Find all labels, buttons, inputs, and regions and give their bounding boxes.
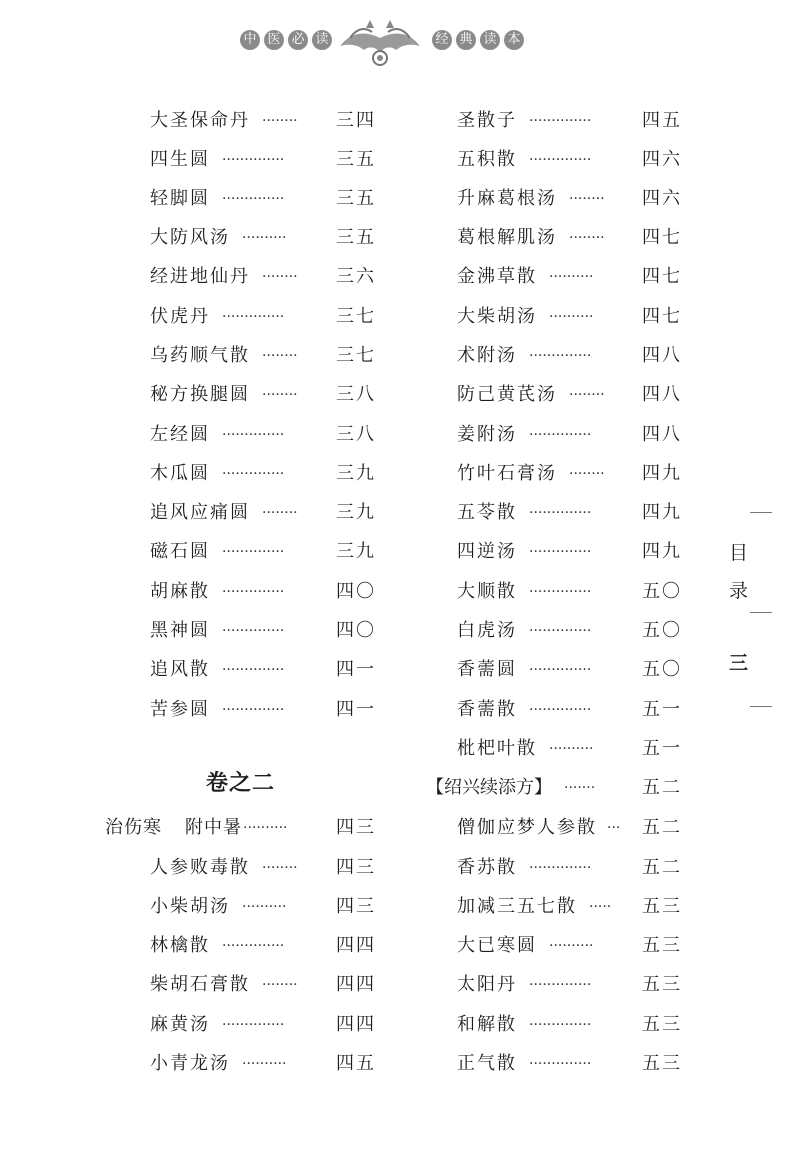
toc-leader-dots: ········ bbox=[262, 348, 298, 364]
toc-leader-dots: ·········· bbox=[242, 899, 287, 915]
toc-entry-title: 香苏散 bbox=[457, 857, 517, 878]
toc-entry-page: 四七 bbox=[642, 227, 682, 248]
toc-entry-title: 大柴胡汤 bbox=[457, 306, 537, 327]
toc-entry-title: 竹叶石膏汤 bbox=[457, 463, 557, 484]
toc-entry-title: 大顺散 bbox=[457, 581, 517, 602]
toc-entry-title: 四逆汤 bbox=[457, 541, 517, 562]
toc-entry-page: 四四 bbox=[336, 974, 376, 995]
toc-leader-dots: ·············· bbox=[222, 427, 285, 443]
toc-category-subtitle: 附中暑 bbox=[185, 817, 242, 838]
toc-entry-title: 白虎汤 bbox=[457, 620, 517, 641]
toc-entry-page: 四七 bbox=[642, 306, 682, 327]
toc-entry-title: 小柴胡汤 bbox=[150, 896, 230, 917]
toc-entry[interactable] bbox=[457, 302, 681, 332]
toc-entry-page: 四九 bbox=[642, 463, 682, 484]
toc-entry[interactable] bbox=[150, 695, 374, 725]
toc-entry-title: 大已寒圆 bbox=[457, 935, 537, 956]
toc-entry-page: 五二 bbox=[642, 817, 682, 838]
toc-leader-dots: ········ bbox=[569, 230, 605, 246]
toc-leader-dots: ········ bbox=[262, 269, 298, 285]
toc-leader-dots: ·············· bbox=[222, 662, 285, 678]
toc-entry-title: 圣散子 bbox=[457, 110, 517, 131]
toc-entry-title: 轻脚圆 bbox=[150, 188, 210, 209]
decorative-emblem-icon bbox=[336, 16, 424, 70]
toc-entry-title: 五积散 bbox=[457, 149, 517, 170]
toc-entry-title: 加减三五七散 bbox=[457, 896, 577, 917]
toc-entry-page: 五三 bbox=[642, 935, 682, 956]
toc-leader-dots: ·············· bbox=[222, 309, 285, 325]
toc-leader-dots: ·········· bbox=[549, 938, 594, 954]
toc-entry-page: 四四 bbox=[336, 935, 376, 956]
toc-entry-page: 三九 bbox=[336, 502, 376, 523]
toc-entry-title: 香薷散 bbox=[457, 699, 517, 720]
toc-entry-page: 三八 bbox=[336, 384, 376, 405]
toc-entry-title: 追风散 bbox=[150, 659, 210, 680]
toc-entry[interactable] bbox=[150, 931, 374, 961]
toc-entry-page: 四五 bbox=[642, 110, 682, 131]
toc-entry-title: 大防风汤 bbox=[150, 227, 230, 248]
toc-entry-title: 胡麻散 bbox=[150, 581, 210, 602]
toc-leader-dots: ········ bbox=[262, 113, 298, 129]
page-number: 三 bbox=[729, 652, 749, 674]
toc-entry[interactable] bbox=[150, 655, 374, 685]
toc-entry-title: 术附汤 bbox=[457, 345, 517, 366]
toc-entry-page: 三五 bbox=[336, 149, 376, 170]
toc-entry[interactable] bbox=[457, 655, 681, 685]
toc-entry-page: 四九 bbox=[642, 541, 682, 562]
toc-entry[interactable] bbox=[150, 853, 374, 883]
toc-entry[interactable] bbox=[457, 1049, 681, 1079]
toc-entry[interactable] bbox=[150, 1010, 374, 1040]
toc-entry-title: 柴胡石膏散 bbox=[150, 974, 250, 995]
toc-leader-dots: ·········· bbox=[243, 820, 288, 836]
toc-leader-dots: ·············· bbox=[222, 191, 285, 207]
toc-entry-page: 五〇 bbox=[642, 581, 682, 602]
toc-leader-dots: ·············· bbox=[222, 544, 285, 560]
toc-entry[interactable] bbox=[150, 1049, 374, 1079]
page-header bbox=[0, 0, 800, 100]
toc-entry[interactable] bbox=[457, 695, 681, 725]
toc-leader-dots: ·············· bbox=[529, 544, 592, 560]
toc-entry[interactable] bbox=[150, 498, 374, 528]
toc-entry-page: 四九 bbox=[642, 502, 682, 523]
toc-entry-title: 大圣保命丹 bbox=[150, 110, 250, 131]
toc-leader-dots: ·············· bbox=[529, 1056, 592, 1072]
toc-category-title: 治伤寒 bbox=[105, 817, 162, 838]
toc-entry-page: 五〇 bbox=[642, 620, 682, 641]
toc-entry-page: 四四 bbox=[336, 1014, 376, 1035]
series-char: 经 bbox=[432, 30, 452, 50]
toc-entry-title: 僧伽应梦人参散 bbox=[457, 817, 597, 838]
toc-entry[interactable] bbox=[457, 223, 681, 253]
toc-entry[interactable] bbox=[150, 577, 374, 607]
toc-entry[interactable] bbox=[457, 853, 681, 883]
toc-entry[interactable] bbox=[150, 184, 374, 214]
toc-entry-page: 三九 bbox=[336, 463, 376, 484]
toc-entry-page: 三五 bbox=[336, 188, 376, 209]
toc-entry-title: 四生圆 bbox=[150, 149, 210, 170]
toc-entry[interactable] bbox=[457, 380, 681, 410]
toc-leader-dots: ·············· bbox=[529, 860, 592, 876]
toc-entry-page: 五一 bbox=[642, 738, 682, 759]
toc-entry-page: 三五 bbox=[336, 227, 376, 248]
toc-category[interactable] bbox=[426, 773, 681, 803]
toc-entry-title: 人参败毒散 bbox=[150, 857, 250, 878]
toc-leader-dots: ········ bbox=[262, 387, 298, 403]
toc-entry-title: 枇杷叶散 bbox=[457, 738, 537, 759]
toc-entry[interactable] bbox=[457, 262, 681, 292]
toc-leader-dots: ·············· bbox=[529, 702, 592, 718]
toc-entry-title: 五苓散 bbox=[457, 502, 517, 523]
toc-leader-dots: ·············· bbox=[222, 1017, 285, 1033]
toc-entry[interactable] bbox=[150, 106, 374, 136]
toc-category-title: 【绍兴续添方】 bbox=[426, 777, 552, 798]
toc-entry[interactable] bbox=[457, 184, 681, 214]
toc-entry-page: 四〇 bbox=[336, 620, 376, 641]
toc-leader-dots: ········ bbox=[262, 860, 298, 876]
toc-leader-dots: ·············· bbox=[222, 152, 285, 168]
toc-entry-page: 三六 bbox=[336, 266, 376, 287]
toc-entry[interactable] bbox=[457, 145, 681, 175]
toc-entry-title: 伏虎丹 bbox=[150, 306, 210, 327]
toc-leader-dots: ·········· bbox=[549, 309, 594, 325]
toc-category[interactable] bbox=[105, 813, 375, 843]
toc-entry[interactable] bbox=[150, 420, 374, 450]
toc-entry-title: 防己黄芪汤 bbox=[457, 384, 557, 405]
toc-entry[interactable] bbox=[150, 223, 374, 253]
toc-entry-title: 木瓜圆 bbox=[150, 463, 210, 484]
toc-entry[interactable] bbox=[150, 145, 374, 175]
toc-leader-dots: ·········· bbox=[242, 1056, 287, 1072]
series-char: 本 bbox=[504, 30, 524, 50]
volume-title: 卷之二 bbox=[206, 771, 276, 796]
toc-entry-title: 葛根解肌汤 bbox=[457, 227, 557, 248]
toc-leader-dots: ·············· bbox=[529, 584, 592, 600]
toc-entry-page: 四一 bbox=[336, 659, 376, 680]
toc-entry[interactable] bbox=[457, 341, 681, 371]
toc-leader-dots: ·············· bbox=[529, 1017, 592, 1033]
toc-leader-dots: ·············· bbox=[529, 977, 592, 993]
toc-leader-dots: ·············· bbox=[529, 348, 592, 364]
toc-entry-title: 金沸草散 bbox=[457, 266, 537, 287]
toc-entry[interactable] bbox=[457, 892, 681, 922]
toc-leader-dots: ····· bbox=[589, 899, 612, 915]
toc-entry-page: 三七 bbox=[336, 345, 376, 366]
series-char: 读 bbox=[480, 30, 500, 50]
toc-leader-dots: ········ bbox=[569, 466, 605, 482]
toc-leader-dots: ·············· bbox=[529, 623, 592, 639]
toc-entry-page: 四八 bbox=[642, 424, 682, 445]
section-label-char: 录 bbox=[729, 580, 749, 602]
toc-entry-title: 麻黄汤 bbox=[150, 1014, 210, 1035]
toc-entry-page: 四三 bbox=[336, 817, 376, 838]
section-label-char: 目 bbox=[729, 542, 749, 564]
toc-entry-page: 三四 bbox=[336, 110, 376, 131]
series-char: 读 bbox=[312, 30, 332, 50]
toc-entry[interactable] bbox=[150, 616, 374, 646]
toc-leader-dots: ········ bbox=[569, 191, 605, 207]
toc-entry-title: 黑神圆 bbox=[150, 620, 210, 641]
toc-entry[interactable] bbox=[457, 577, 681, 607]
series-char: 中 bbox=[240, 30, 260, 50]
toc-entry-page: 五二 bbox=[642, 857, 682, 878]
toc-leader-dots: ·········· bbox=[242, 230, 287, 246]
toc-entry-page: 四六 bbox=[642, 188, 682, 209]
toc-entry[interactable] bbox=[150, 302, 374, 332]
toc-leader-dots: ········ bbox=[569, 387, 605, 403]
toc-leader-dots: ·············· bbox=[529, 152, 592, 168]
toc-entry[interactable] bbox=[150, 892, 374, 922]
toc-entry-page: 四七 bbox=[642, 266, 682, 287]
toc-entry[interactable] bbox=[150, 262, 374, 292]
toc-leader-dots: ·············· bbox=[222, 623, 285, 639]
toc-leader-dots: ······· bbox=[564, 780, 596, 796]
toc-entry-page: 五三 bbox=[642, 974, 682, 995]
toc-entry-page: 三七 bbox=[336, 306, 376, 327]
toc-entry-page: 四三 bbox=[336, 857, 376, 878]
toc-entry-page: 三九 bbox=[336, 541, 376, 562]
toc-entry[interactable] bbox=[150, 380, 374, 410]
toc-entry[interactable] bbox=[457, 813, 681, 843]
series-title-right bbox=[432, 30, 524, 50]
toc-entry-page: 三八 bbox=[336, 424, 376, 445]
toc-entry-page: 五三 bbox=[642, 896, 682, 917]
toc-entry-title: 和解散 bbox=[457, 1014, 517, 1035]
toc-entry[interactable] bbox=[457, 106, 681, 136]
toc-entry[interactable] bbox=[150, 537, 374, 567]
toc-entry-title: 正气散 bbox=[457, 1053, 517, 1074]
toc-leader-dots: ········ bbox=[262, 505, 298, 521]
toc-entry-title: 香薷圆 bbox=[457, 659, 517, 680]
toc-entry-page: 四八 bbox=[642, 384, 682, 405]
toc-entry-title: 姜附汤 bbox=[457, 424, 517, 445]
toc-entry-title: 左经圆 bbox=[150, 424, 210, 445]
toc-entry-page: 五三 bbox=[642, 1053, 682, 1074]
series-char: 典 bbox=[456, 30, 476, 50]
series-char: 必 bbox=[288, 30, 308, 50]
series-char: 医 bbox=[264, 30, 284, 50]
toc-entry-title: 苦参圆 bbox=[150, 699, 210, 720]
side-divider bbox=[750, 612, 772, 613]
toc-entry-title: 追风应痛圆 bbox=[150, 502, 250, 523]
toc-leader-dots: ·············· bbox=[222, 466, 285, 482]
series-title-left bbox=[240, 30, 332, 50]
toc-entry-title: 乌药顺气散 bbox=[150, 345, 250, 366]
toc-entry-title: 林檎散 bbox=[150, 935, 210, 956]
toc-leader-dots: ·············· bbox=[529, 427, 592, 443]
toc-leader-dots: ··· bbox=[607, 820, 621, 836]
toc-entry[interactable] bbox=[457, 1010, 681, 1040]
toc-leader-dots: ·············· bbox=[529, 113, 592, 129]
toc-entry[interactable] bbox=[457, 420, 681, 450]
toc-leader-dots: ·············· bbox=[222, 584, 285, 600]
toc-entry-page: 四三 bbox=[336, 896, 376, 917]
toc-leader-dots: ·············· bbox=[529, 662, 592, 678]
toc-entry[interactable] bbox=[457, 537, 681, 567]
toc-entry-title: 太阳丹 bbox=[457, 974, 517, 995]
toc-leader-dots: ········ bbox=[262, 977, 298, 993]
side-divider bbox=[750, 706, 772, 707]
toc-entry-title: 秘方换腿圆 bbox=[150, 384, 250, 405]
toc-entry-title: 磁石圆 bbox=[150, 541, 210, 562]
side-divider bbox=[750, 512, 772, 513]
toc-entry-page: 四〇 bbox=[336, 581, 376, 602]
toc-entry-page: 四六 bbox=[642, 149, 682, 170]
toc-entry[interactable] bbox=[457, 970, 681, 1000]
toc-entry[interactable] bbox=[457, 459, 681, 489]
toc-leader-dots: ·········· bbox=[549, 741, 594, 757]
toc-entry[interactable] bbox=[457, 616, 681, 646]
toc-leader-dots: ·············· bbox=[529, 505, 592, 521]
toc-entry[interactable] bbox=[150, 459, 374, 489]
toc-entry-page: 四五 bbox=[336, 1053, 376, 1074]
toc-entry-title: 经进地仙丹 bbox=[150, 266, 250, 287]
toc-leader-dots: ·········· bbox=[549, 269, 594, 285]
toc-entry[interactable] bbox=[457, 734, 681, 764]
toc-entry-title: 升麻葛根汤 bbox=[457, 188, 557, 209]
toc-entry-page: 四一 bbox=[336, 699, 376, 720]
toc-entry[interactable] bbox=[457, 498, 681, 528]
toc-entry-page: 四八 bbox=[642, 345, 682, 366]
toc-entry-title: 小青龙汤 bbox=[150, 1053, 230, 1074]
toc-entry[interactable] bbox=[150, 970, 374, 1000]
toc-entry-page: 五一 bbox=[642, 699, 682, 720]
toc-entry-page: 五二 bbox=[642, 777, 682, 798]
toc-entry[interactable] bbox=[150, 341, 374, 371]
toc-entry-page: 五三 bbox=[642, 1014, 682, 1035]
toc-leader-dots: ·············· bbox=[222, 702, 285, 718]
toc-entry[interactable] bbox=[457, 931, 681, 961]
toc-leader-dots: ·············· bbox=[222, 938, 285, 954]
toc-entry-page: 五〇 bbox=[642, 659, 682, 680]
